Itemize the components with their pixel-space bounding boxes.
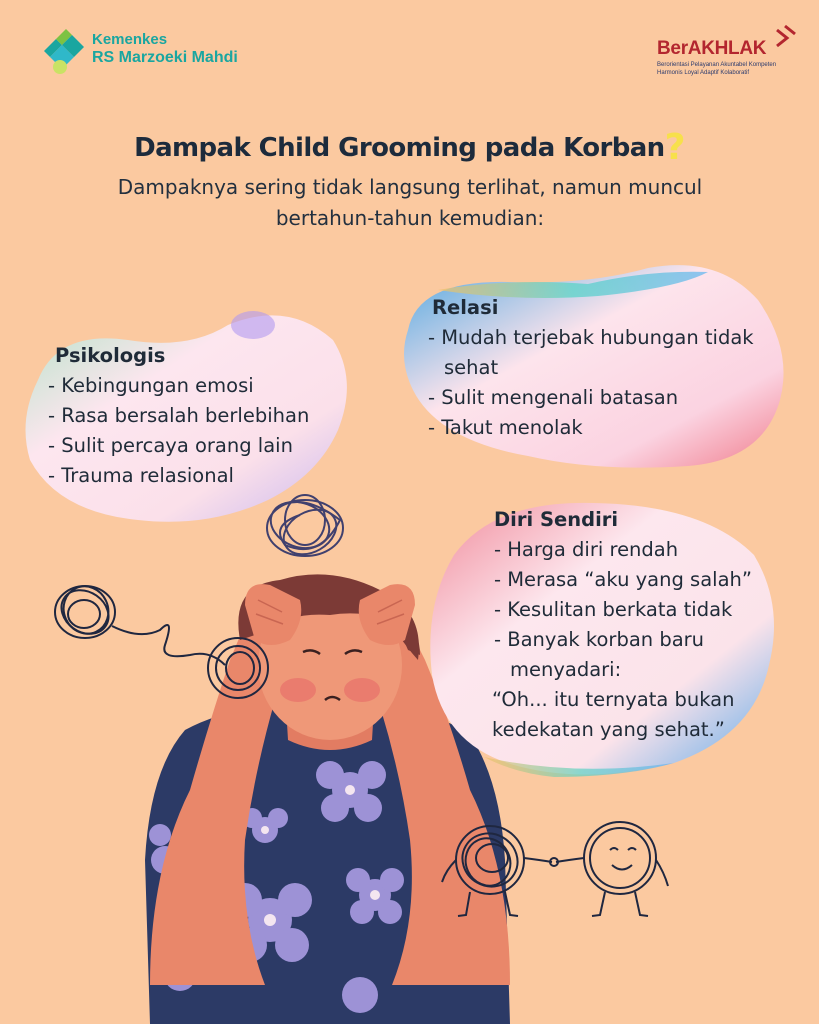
relasi-item: - Sulit mengenali batasan [428, 386, 679, 409]
relasi-heading: Relasi [432, 296, 499, 319]
relasi-item: - Takut menolak [428, 416, 583, 439]
diri-sendiri-quote: kedekatan yang sehat.” [492, 718, 725, 741]
diri-sendiri-bubble [424, 495, 784, 780]
kemenkes-label: Kemenkes [92, 31, 168, 48]
psikologis-item: - Sulit percaya orang lain [48, 434, 293, 457]
diri-sendiri-quote: “Oh... itu ternyata bukan [492, 688, 735, 711]
subtitle-line-1: Dampaknya sering tidak langsung terlihat, namun muncul [117, 175, 703, 199]
psikologis-bubble [18, 300, 348, 530]
subtitle-line-2: bertahun-tahun kemudian: [275, 206, 545, 230]
diri-sendiri-item: - Banyak korban baru [494, 628, 705, 651]
psikologis-item: - Kebingungan emosi [48, 374, 254, 397]
relasi-item: - Mudah terjebak hubungan tidak [428, 326, 754, 349]
diri-sendiri-content [494, 505, 752, 745]
psikologis-content [48, 341, 309, 491]
psikologis-item: - Trauma relasional [48, 464, 234, 487]
relasi-bubble [398, 260, 788, 470]
hospital-name: RS Marzoeki Mahdi [92, 49, 238, 66]
diri-sendiri-item: - Harga diri rendah [494, 538, 679, 561]
diri-sendiri-heading: Diri Sendiri [494, 508, 619, 531]
diri-sendiri-item: - Merasa “aku yang salah” [494, 568, 752, 591]
title-text: Dampak Child Grooming pada Korban [134, 133, 665, 163]
psikologis-heading: Psikologis [55, 344, 166, 367]
psikologis-item: - Rasa bersalah berlebihan [48, 404, 310, 427]
diri-sendiri-item-continued: menyadari: [510, 658, 622, 681]
question-mark-icon: ? [664, 127, 685, 168]
relasi-item-continued: sehat [444, 356, 499, 379]
berakhlak-tagline-1: Berorientasi Pelayanan Akuntabel Kompeten [657, 62, 777, 68]
berakhlak-wordmark: BerAKHLAK [657, 38, 767, 59]
diri-sendiri-item: - Kesulitan berkata tidak [494, 598, 733, 621]
berakhlak-tagline-2: Harmonis Loyal Adaptif Kolaboratif [657, 70, 750, 76]
relasi-content [428, 293, 754, 443]
